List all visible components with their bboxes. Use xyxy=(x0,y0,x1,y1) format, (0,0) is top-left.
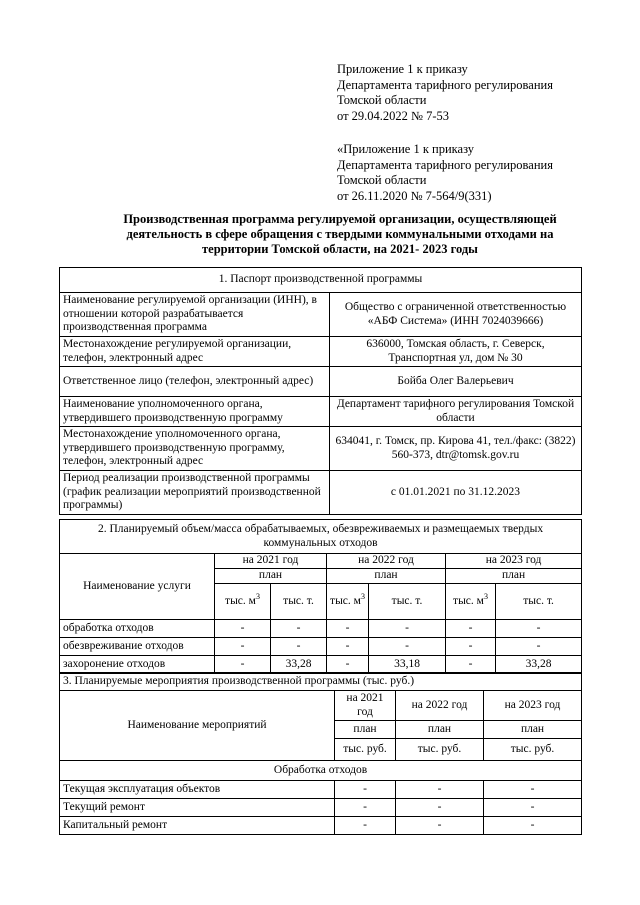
volume-cell: - xyxy=(446,656,496,674)
measure-cell: - xyxy=(396,799,484,817)
unit-header: тыс. руб. xyxy=(396,739,484,761)
service-name: обезвреживание отходов xyxy=(60,638,215,656)
table-row xyxy=(60,620,582,638)
volume-cell: - xyxy=(446,638,496,656)
volume-cell: - xyxy=(271,620,327,638)
plan-header: план xyxy=(484,721,582,739)
passport-label: Местонахождение регулируемой организации, телефон, электронный адрес xyxy=(60,337,330,367)
unit-t-header: тыс. т. xyxy=(369,584,446,620)
year-header: на 2021 год xyxy=(335,691,396,721)
volume-cell: - xyxy=(215,656,271,674)
passport-value: Департамент тарифного регулирования Томской области xyxy=(330,397,582,427)
year-header: на 2023 год xyxy=(446,554,582,569)
plan-header: план xyxy=(446,569,582,584)
table-row xyxy=(60,817,582,835)
measure-cell: - xyxy=(396,817,484,835)
volume-cell: - xyxy=(369,620,446,638)
measures-name-header: Наименование мероприятий xyxy=(60,691,335,761)
measure-name: Текущая эксплуатация объектов xyxy=(60,781,335,799)
header-line: Томской области xyxy=(337,173,427,187)
measure-cell: - xyxy=(484,817,582,835)
passport-label: Ответственное лицо (телефон, электронный адрес) xyxy=(60,367,330,397)
unit-m3-header: тыс. $м^3$ xyxy=(446,584,496,620)
service-name: захоронение отходов xyxy=(60,656,215,674)
volume-cell: - xyxy=(327,656,369,674)
header-block-2 xyxy=(337,142,553,204)
table-row xyxy=(60,781,582,799)
document-title: Производственная программа регулируемой организации, осуществляющей деятельность в сфере обращения с твердыми коммунальными отходами на территории Томской области, на 2021- 2023 годы xyxy=(123,212,557,256)
year-header: на 2023 год xyxy=(484,691,582,721)
passport-value: 636000, Томская область, г. Северск, Транспортная ул, дом № 30 xyxy=(330,337,582,367)
volume-cell: - xyxy=(369,638,446,656)
passport-value: Общество с ограниченной ответственностью «АБФ Система» (ИНН 7024039666) xyxy=(330,293,582,337)
volume-cell: 33,28 xyxy=(271,656,327,674)
volume-cell: - xyxy=(496,638,582,656)
header-line: Приложение 1 к приказу xyxy=(337,62,468,76)
passport-label: Наименование регулируемой организации (ИНН), в отношении которой разрабатывается производственная программа xyxy=(60,293,330,337)
table-row xyxy=(60,799,582,817)
volume-cell: - xyxy=(215,638,271,656)
unit-t-header: тыс. т. xyxy=(496,584,582,620)
volume-cell: 33,28 xyxy=(496,656,582,674)
header-line: от 29.04.2022 № 7-53 xyxy=(337,108,450,123)
volumes-heading: 2. Планируемый объем/масса обрабатываемых, обезвреживаемых и размещаемых твердых коммунальных отходов xyxy=(60,520,582,554)
header-line: Департамента тарифного регулирования xyxy=(337,77,553,92)
volume-cell: - xyxy=(271,638,327,656)
unit-m3-header: тыс. $м^3$ xyxy=(327,584,369,620)
volume-cell: - xyxy=(215,620,271,638)
year-header: на 2022 год xyxy=(396,691,484,721)
volume-cell: - xyxy=(446,620,496,638)
passport-table xyxy=(59,267,582,515)
unit-header: тыс. руб. xyxy=(335,739,396,761)
table-row xyxy=(60,638,582,656)
header-line: от 26.11.2020 № 7-564/9(331) xyxy=(337,188,492,203)
passport-value: Бойба Олег Валерьевич xyxy=(330,367,582,397)
measure-cell: - xyxy=(335,781,396,799)
plan-header: план xyxy=(215,569,327,584)
service-header: Наименование услуги xyxy=(60,554,215,620)
header-line: Департамента тарифного регулирования xyxy=(337,157,553,172)
measures-table xyxy=(59,672,582,835)
table-row xyxy=(60,656,582,674)
volume-cell: 33,18 xyxy=(369,656,446,674)
unit-header: тыс. руб. xyxy=(484,739,582,761)
passport-value: 634041, г. Томск, пр. Кирова 41, тел./факс: (3822) 560-373, dtr@tomsk.gov.ru xyxy=(330,427,582,471)
measures-heading: 3. Планируемые мероприятия производственной программы (тыс. руб.) xyxy=(60,673,582,691)
measure-name: Текущий ремонт xyxy=(60,799,335,817)
year-header: на 2022 год xyxy=(327,554,446,569)
subsection-heading: Обработка отходов xyxy=(60,761,582,781)
volume-cell: - xyxy=(496,620,582,638)
header-line: «Приложение 1 к приказу xyxy=(337,142,475,156)
header-block-1 xyxy=(337,62,553,124)
volume-cell: - xyxy=(327,620,369,638)
unit-t-header: тыс. т. xyxy=(271,584,327,620)
header-line: Томской области xyxy=(337,93,427,107)
passport-value: с 01.01.2021 по 31.12.2023 xyxy=(330,471,582,515)
measure-name: Капитальный ремонт xyxy=(60,817,335,835)
measure-cell: - xyxy=(396,781,484,799)
measure-cell: - xyxy=(484,781,582,799)
measure-cell: - xyxy=(484,799,582,817)
volume-cell: - xyxy=(327,638,369,656)
plan-header: план xyxy=(327,569,446,584)
passport-label: Местонахождение уполномоченного органа, утвердившего производственную программу, телефон, электронный адрес xyxy=(60,427,330,471)
unit-m3-header: тыс. $м^3$ xyxy=(215,584,271,620)
plan-header: план xyxy=(396,721,484,739)
passport-heading: 1. Паспорт производственной программы xyxy=(60,268,582,293)
year-header: на 2021 год xyxy=(215,554,327,569)
service-name: обработка отходов xyxy=(60,620,215,638)
measure-cell: - xyxy=(335,817,396,835)
measure-cell: - xyxy=(335,799,396,817)
plan-header: план xyxy=(335,721,396,739)
passport-label: Наименование уполномоченного органа, утвердившего производственную программу xyxy=(60,397,330,427)
passport-label: Период реализации производственной программы (график реализации мероприятий производственной программы) xyxy=(60,471,330,515)
volumes-table xyxy=(59,519,582,674)
